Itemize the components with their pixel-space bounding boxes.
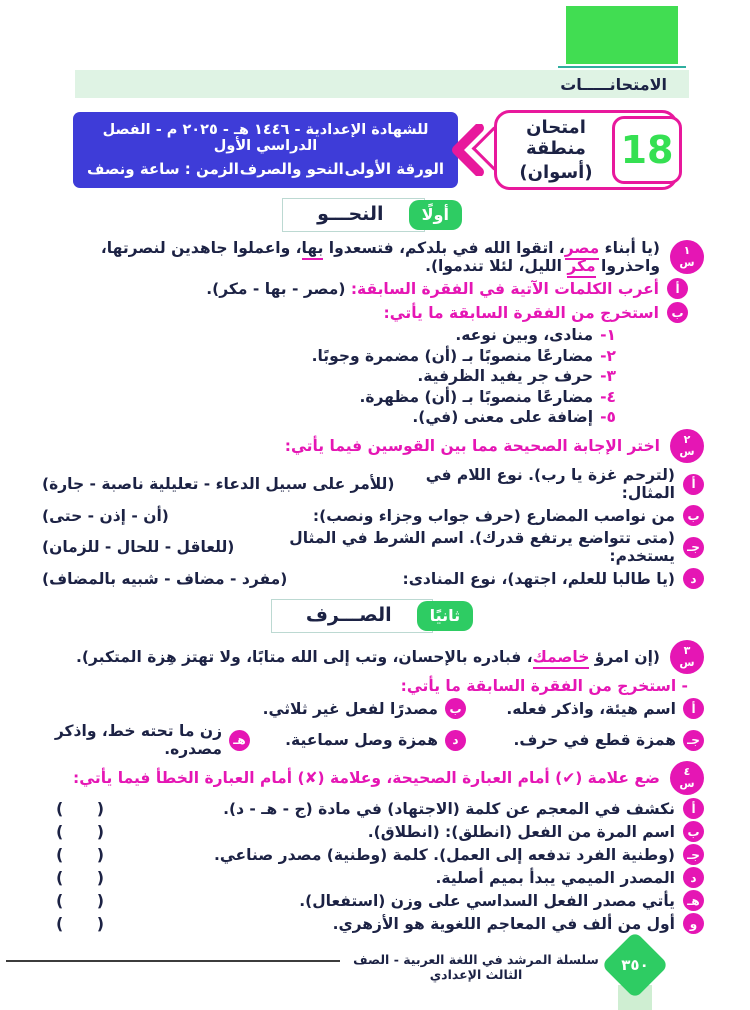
list-item bbox=[40, 388, 704, 406]
tf-item bbox=[40, 890, 704, 911]
exam-number-box bbox=[612, 116, 682, 184]
item-letter-badge: أ bbox=[667, 278, 688, 299]
list-item bbox=[40, 326, 704, 344]
extract-item bbox=[40, 698, 466, 719]
item-letter-badge: ب bbox=[445, 698, 466, 719]
item-letter-badge: جـ bbox=[683, 537, 704, 558]
q1-part: (يا أبناء bbox=[599, 239, 660, 257]
q3-num: ٣ bbox=[683, 644, 691, 658]
section-header-sarf bbox=[40, 599, 704, 633]
item-letter-badge: جـ bbox=[683, 844, 704, 865]
extract-text: زن ما تحته خط، واذكر مصدره. bbox=[54, 722, 222, 758]
list-number: ٢- bbox=[600, 346, 616, 365]
q1-highlight-makr: مكر bbox=[567, 257, 595, 278]
item-letter-badge: هـ bbox=[229, 730, 250, 751]
item-letter-badge: د bbox=[445, 730, 466, 751]
exam-region-name: (أسوان) bbox=[519, 162, 593, 183]
list-text: مضارعًا منصوبًا بـ (أن) مضمرة وجوبًا. bbox=[311, 346, 594, 365]
section-order-badge: ثانيًا bbox=[417, 601, 474, 631]
mcq-item bbox=[40, 505, 704, 526]
item-letter-badge: هـ bbox=[683, 890, 704, 911]
extract-text: همزة وصل سماعية. bbox=[285, 731, 438, 749]
mcq-options: (مفرد - مضاف - شبيه بالمضاف) bbox=[42, 569, 288, 588]
exam-info-banner bbox=[73, 112, 458, 188]
item-letter-badge: أ bbox=[683, 474, 704, 495]
extract-row bbox=[40, 698, 704, 719]
answer-brackets: ( ) bbox=[56, 822, 105, 841]
item-letter-badge: و bbox=[683, 913, 704, 934]
mcq-options: (أن - إذن - حتى) bbox=[42, 506, 169, 525]
q1-seen: س bbox=[679, 256, 695, 269]
answer-brackets: ( ) bbox=[56, 891, 105, 910]
banner-certificate-line: للشهادة الإعدادية - ١٤٤٦ هـ - ٢٠٢٥ م - الفصل الدراسي الأول bbox=[102, 122, 429, 154]
extract-item bbox=[40, 722, 250, 758]
section-order-badge: أولًا bbox=[409, 200, 462, 230]
extract-row bbox=[40, 722, 704, 758]
footer-rule bbox=[6, 960, 340, 962]
tf-item bbox=[40, 844, 704, 865]
mcq-question: (لترحم غزة يا رب). نوع اللام في المثال: bbox=[425, 466, 675, 502]
q3-subheading-row bbox=[40, 677, 688, 695]
item-letter-badge: أ bbox=[683, 798, 704, 819]
question-number-badge-q3 bbox=[670, 640, 704, 674]
q1-num: ١ bbox=[683, 244, 691, 258]
exams-tab-label: الامتحانـــــات bbox=[560, 74, 667, 94]
footer-series-title: سلسلة المرشد في اللغة العربية - الصف الثالث الإعدادي bbox=[353, 952, 599, 982]
exam-body bbox=[40, 196, 704, 936]
q3-highlight-khasamak: خاصمك bbox=[533, 648, 590, 669]
q3-subheading: - استخرج من الفقرة السابقة ما يأتي: bbox=[400, 677, 688, 695]
mcq-question: (يا طالبا للعلم، اجتهد)، نوع المنادى: bbox=[402, 569, 675, 588]
extract-item bbox=[256, 722, 466, 758]
banner-paper: الورقة الأولى bbox=[344, 160, 444, 178]
banner-paper-line bbox=[87, 160, 444, 178]
extract-text: مصدرًا لفعل غير ثلاثي. bbox=[262, 699, 438, 718]
banner-time: الزمن : ساعة ونصف bbox=[87, 160, 239, 178]
question-row-q2 bbox=[40, 429, 704, 463]
tf-item bbox=[40, 798, 704, 819]
q3-paragraph bbox=[76, 648, 660, 666]
answer-brackets: ( ) bbox=[56, 845, 105, 864]
q3-seen: س bbox=[679, 656, 695, 669]
question-row-q3 bbox=[40, 640, 704, 674]
banner-subject: النحو والصرف bbox=[239, 160, 344, 178]
extract-text: اسم هيئة، واذكر فعله. bbox=[506, 699, 676, 718]
item-letter-badge: د bbox=[683, 867, 704, 888]
question-row-q1 bbox=[40, 239, 704, 275]
q1-part: ، اتقوا الله في بلدكم، فتسعدوا bbox=[323, 239, 565, 257]
tf-item bbox=[40, 867, 704, 888]
tf-statement: أول من ألف في المعاجم اللغوية هو الأزهري. bbox=[332, 914, 675, 933]
extract-text: همزة قطع في حرف. bbox=[513, 731, 676, 749]
q1-paragraph bbox=[40, 239, 660, 275]
exams-section-strip bbox=[75, 70, 689, 98]
tf-statement: المصدر الميمي يبدأ بميم أصلية. bbox=[435, 868, 675, 887]
answer-brackets: ( ) bbox=[56, 914, 105, 933]
list-item bbox=[40, 347, 704, 365]
list-item bbox=[40, 408, 704, 426]
item-letter-badge: جـ bbox=[683, 730, 704, 751]
exam-region-title: امتحان منطقة bbox=[526, 117, 586, 159]
mcq-item bbox=[40, 568, 704, 589]
exam-region-text bbox=[503, 113, 609, 187]
mcq-options: (للأمر على سبيل الدعاء - تعليلية ناصبة - جارة) bbox=[42, 475, 395, 493]
answer-brackets: ( ) bbox=[56, 799, 105, 818]
exam-number: 18 bbox=[620, 128, 674, 172]
q3-part: ، فبادره بالإحسان، وتب إلى الله متابًا، ولا تهتز هِزة المتكبر). bbox=[76, 648, 533, 666]
header-accent-line bbox=[558, 66, 686, 68]
mcq-item bbox=[40, 466, 704, 502]
q1-underline-biha: بها bbox=[302, 239, 324, 260]
item-letter-badge: أ bbox=[683, 698, 704, 719]
list-text: مضارعًا منصوبًا بـ (أن) مظهرة. bbox=[359, 387, 594, 406]
q1b-label: استخرج من الفقرة السابقة ما يأتي: bbox=[383, 303, 659, 322]
q1-subitem-a bbox=[40, 278, 688, 299]
q4-seen: س bbox=[679, 777, 695, 790]
q1-highlight-misr: مصر bbox=[565, 239, 600, 260]
answer-brackets: ( ) bbox=[56, 868, 105, 887]
tf-statement: اسم المرة من الفعل (انطلق): (انطلاق). bbox=[367, 822, 675, 841]
q4-heading: ضع علامة (✔) أمام العبارة الصحيحة، وعلامة (✘) أمام العبارة الخطأ فيما يأتي: bbox=[73, 769, 660, 787]
top-green-block bbox=[566, 6, 678, 64]
extract-item bbox=[472, 722, 704, 758]
list-number: ٤- bbox=[600, 387, 616, 406]
mcq-question: من نواصب المضارع (حرف جواب وجزاء ونصب): bbox=[312, 506, 675, 525]
q2-seen: س bbox=[679, 445, 695, 458]
tf-statement: نكشف في المعجم عن كلمة (الاجتهاد) في مادة (ج - هـ - د). bbox=[223, 799, 675, 818]
question-number-badge-q4 bbox=[670, 761, 704, 795]
section-title: النحـــو bbox=[282, 198, 425, 232]
list-number: ٣- bbox=[600, 367, 616, 385]
list-number: ١- bbox=[600, 326, 616, 344]
mcq-question: (متى تتواضع يرتفع قدرك). اسم الشرط في المثال يستخدم: bbox=[289, 529, 675, 565]
q1-part: ، واعملوا جاهدين لنصرتها، واحذروا bbox=[100, 239, 660, 275]
tf-item bbox=[40, 821, 704, 842]
tf-statement: (وطنية الفرد تدفعه إلى العمل). كلمة (وطنية) مصدر صناعي. bbox=[213, 845, 675, 864]
list-text: منادى، وبين نوعه. bbox=[455, 326, 594, 344]
tf-item bbox=[40, 913, 704, 934]
q2-num: ٢ bbox=[683, 433, 691, 447]
q4-num: ٤ bbox=[683, 765, 691, 779]
list-number: ٥- bbox=[600, 408, 616, 426]
q3-part: (إن امرؤ bbox=[589, 648, 660, 666]
mcq-item bbox=[40, 529, 704, 565]
list-text: إضافة على معنى (في). bbox=[412, 408, 594, 426]
list-item bbox=[40, 367, 704, 385]
mcq-options: (للعاقل - للحال - للزمان) bbox=[42, 538, 235, 556]
q2-heading: اختر الإجابة الصحيحة مما بين القوسين فيما يأتي: bbox=[284, 437, 660, 455]
section-title: الصـــرف bbox=[271, 599, 433, 633]
q1-part: الليل، لئلا تندموا). bbox=[425, 257, 568, 275]
extract-item bbox=[472, 698, 704, 719]
question-number-badge-q2 bbox=[670, 429, 704, 463]
list-text: حرف جر يفيد الظرفية. bbox=[417, 367, 594, 385]
question-row-q4 bbox=[40, 761, 704, 795]
q1a-words: (مصر - بها - مكر). bbox=[206, 279, 346, 298]
item-letter-badge: ب bbox=[667, 302, 688, 323]
page-number: ٣٥٠ bbox=[621, 956, 649, 974]
item-letter-badge: ب bbox=[683, 505, 704, 526]
question-number-badge-q1 bbox=[670, 240, 704, 274]
q1a-label: أعرب الكلمات الآتية في الفقرة السابقة: bbox=[350, 279, 659, 298]
item-letter-badge: ب bbox=[683, 821, 704, 842]
q1-subitem-b bbox=[40, 302, 688, 323]
section-header-nahw bbox=[40, 198, 704, 232]
tf-statement: يأتي مصدر الفعل السداسي على وزن (استفعال). bbox=[299, 891, 675, 910]
item-letter-badge: د bbox=[683, 568, 704, 589]
